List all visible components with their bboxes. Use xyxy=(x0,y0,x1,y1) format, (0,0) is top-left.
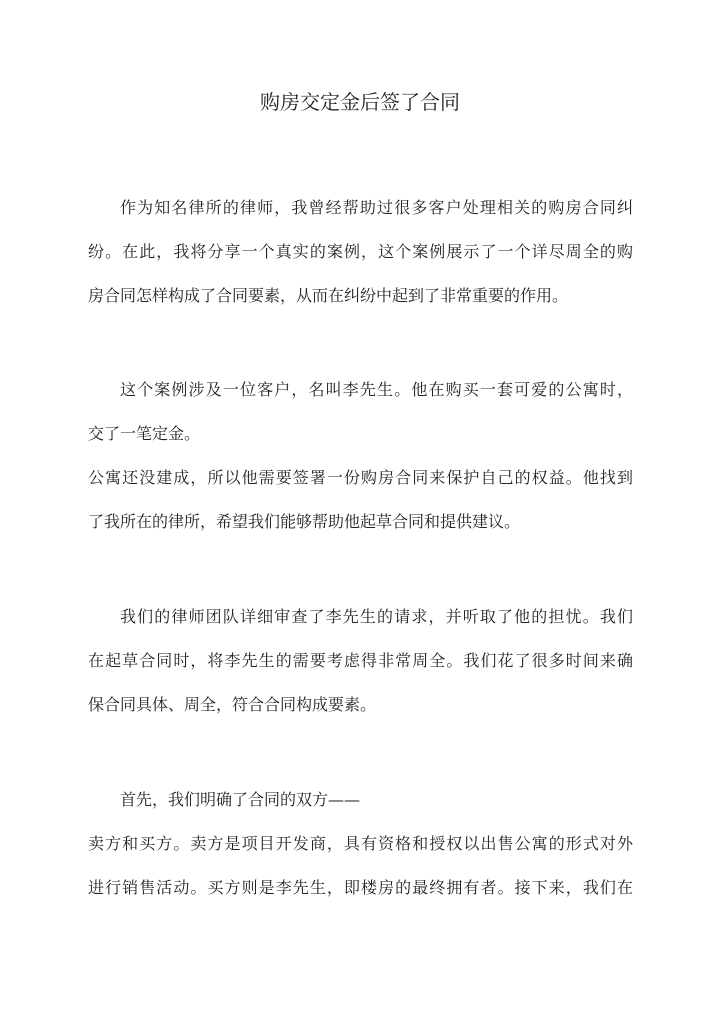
document-title: 购房交定金后签了合同 xyxy=(260,90,460,114)
paragraph-5-line-1: 首先，我们明确了合同的双方—— xyxy=(120,790,361,809)
paragraph-1-line-2: 纷。在此，我将分享一个真实的案例，这个案例展示了一个详尽周全的购 xyxy=(88,242,633,261)
paragraph-3-line-1: 公寓还没建成，所以他需要签署一份购房合同来保护自己的权益。他找到 xyxy=(88,468,633,487)
paragraph-6-line-2: 进行销售活动。买方则是李先生，即楼房的最终拥有者。接下来，我们在 xyxy=(88,878,633,897)
paragraph-2-line-2: 交了一笔定金。 xyxy=(88,424,201,443)
paragraph-4-line-3: 保合同具体、周全，符合合同构成要素。 xyxy=(88,695,377,714)
paragraph-3-line-2: 了我所在的律所，希望我们能够帮助他起草合同和提供建议。 xyxy=(88,512,521,531)
paragraph-1-line-3: 房合同怎样构成了合同要素，从而在纠纷中起到了非常重要的作用。 xyxy=(88,286,569,305)
paragraph-4-line-1: 我们的律师团队详细审查了李先生的请求，并听取了他的担忧。我们 xyxy=(120,607,633,626)
paragraph-2-line-1: 这个案例涉及一位客户，名叫李先生。他在购买一套可爱的公寓时， xyxy=(120,380,633,399)
paragraph-4-line-2: 在起草合同时，将李先生的需要考虑得非常周全。我们花了很多时间来确 xyxy=(88,651,633,670)
paragraph-6-line-1: 卖方和买方。卖方是项目开发商，具有资格和授权以出售公寓的形式对外 xyxy=(88,834,633,853)
paragraph-1-line-1: 作为知名律所的律师，我曾经帮助过很多客户处理相关的购房合同纠 xyxy=(120,198,633,217)
